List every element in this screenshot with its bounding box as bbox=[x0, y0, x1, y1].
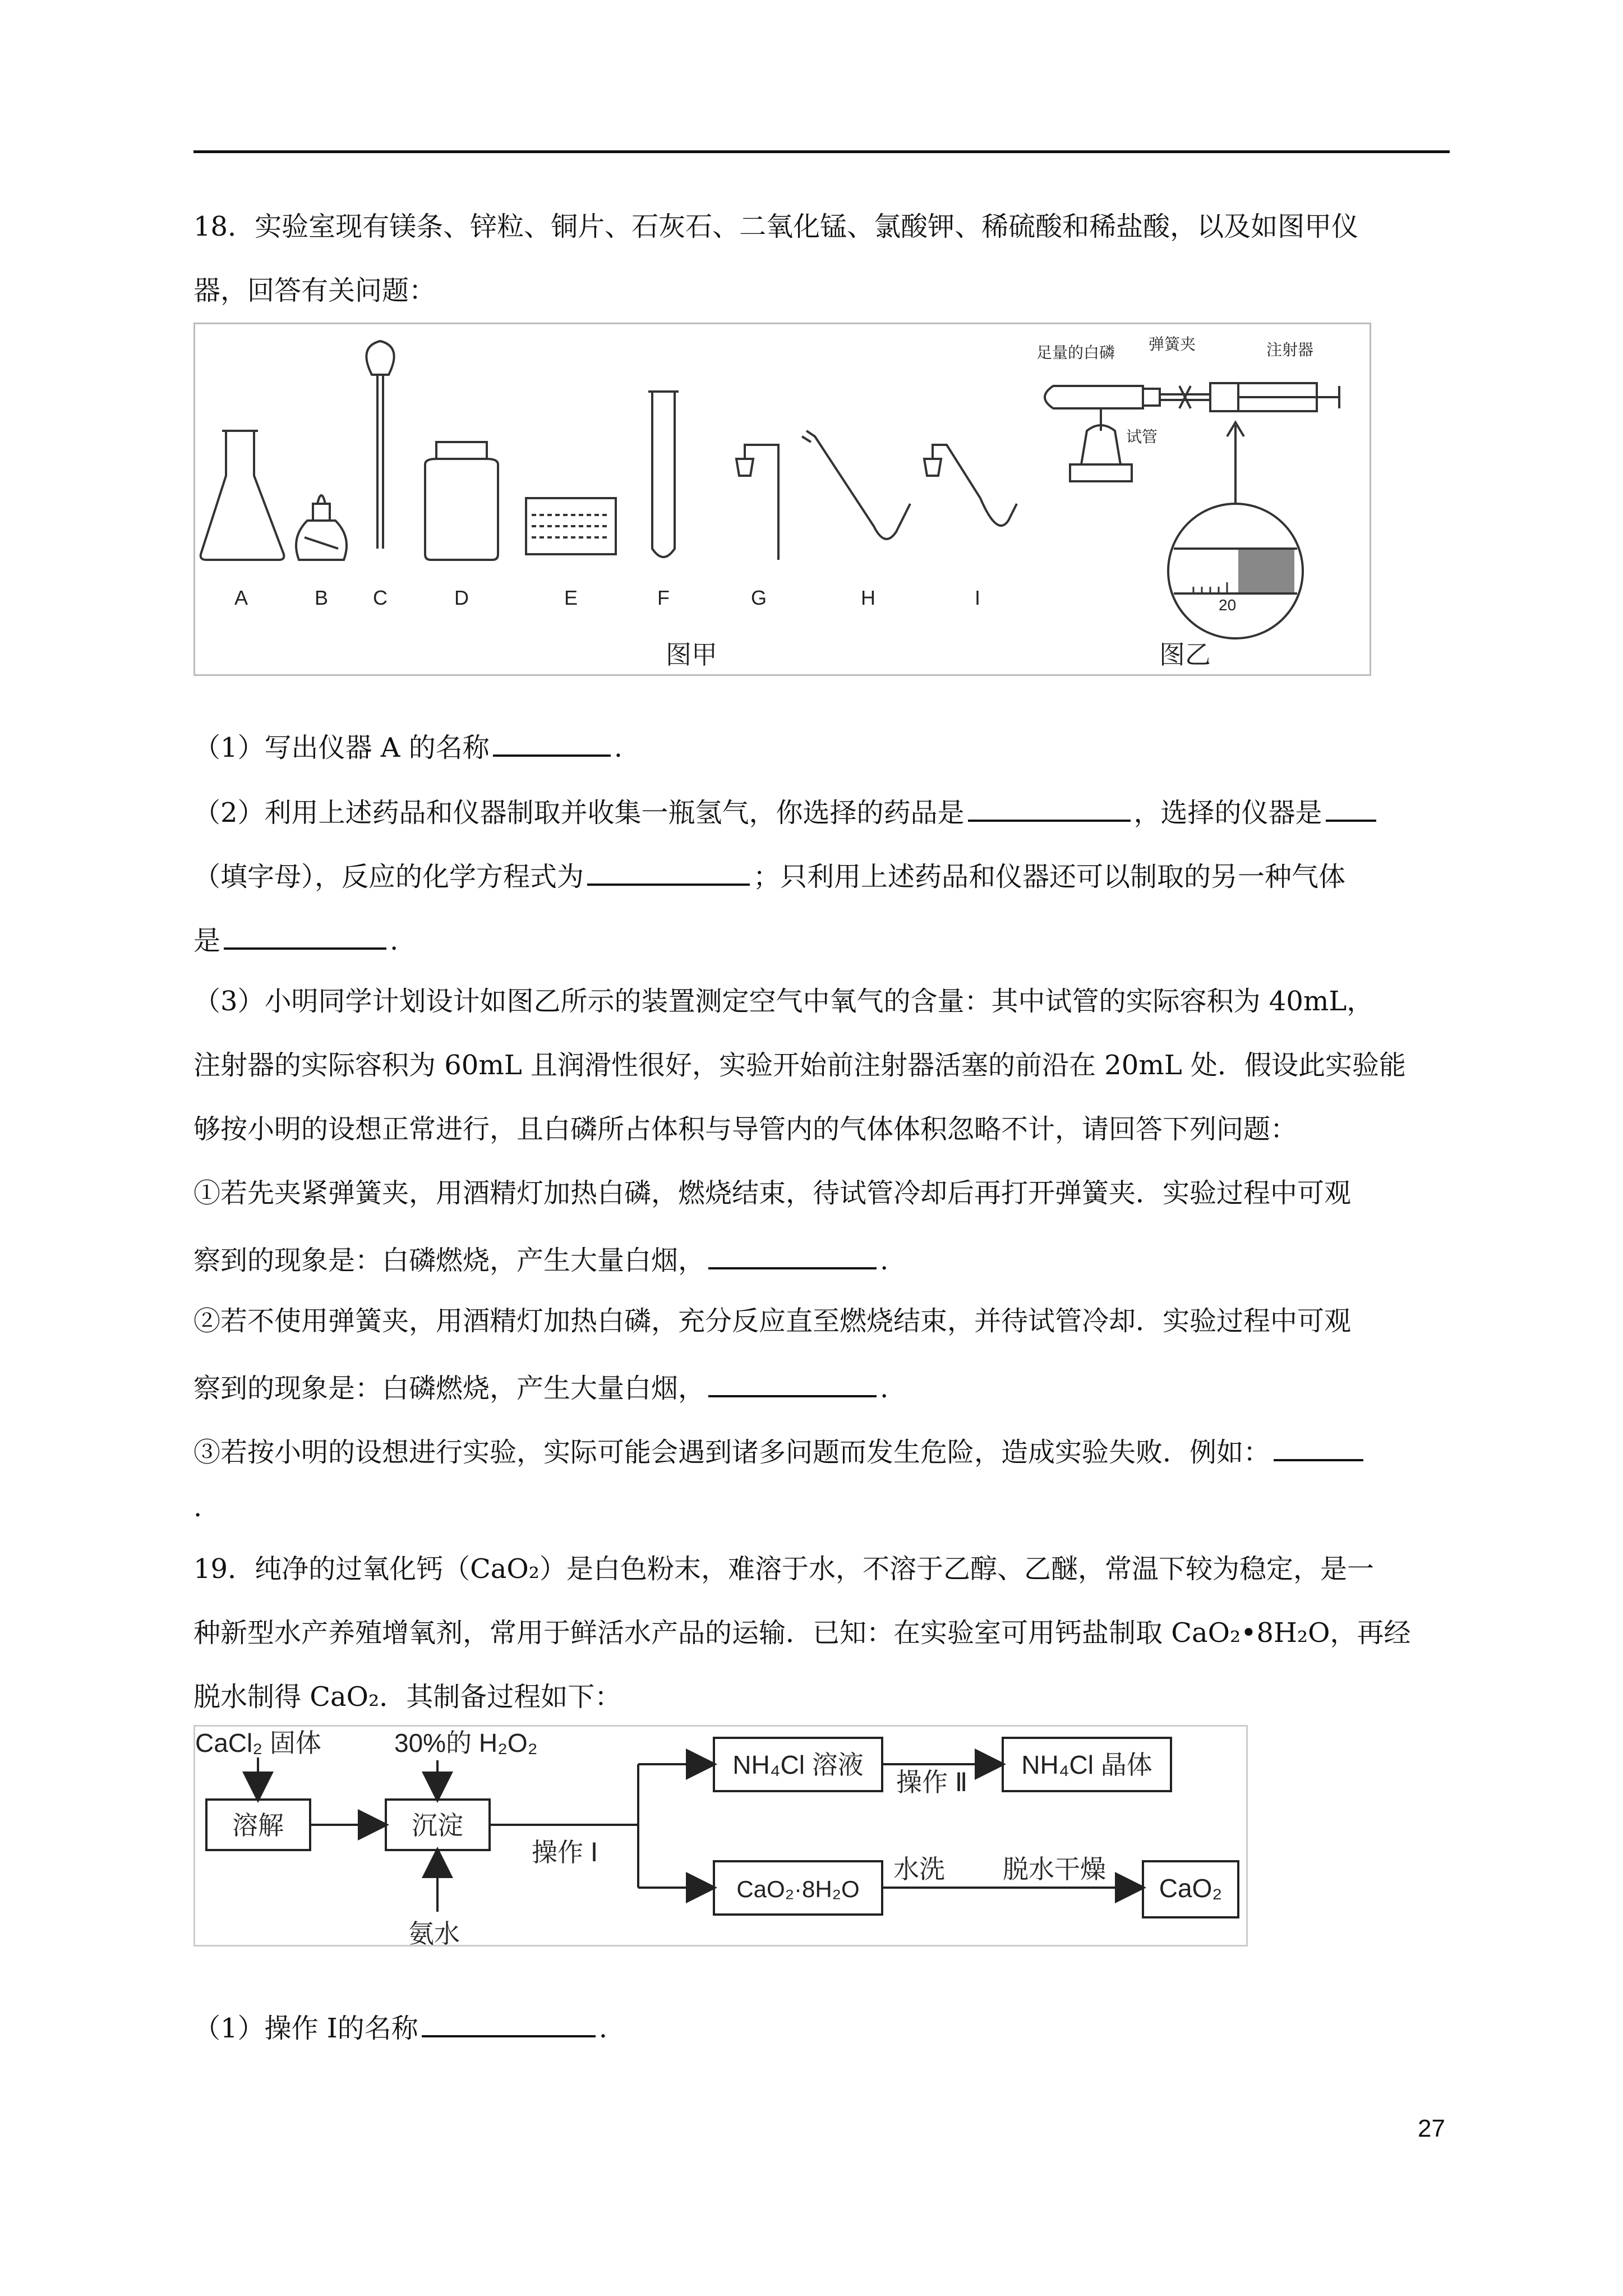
label-G: G bbox=[750, 586, 767, 609]
q19-line1: 19．纯净的过氧化钙（CaO₂）是白色粉末，难溶于水，不溶于乙醇、乙醚，常温下较为稳定，是一 bbox=[193, 1553, 1375, 1585]
q18-part1: （1）写出仪器 A 的名称 . bbox=[193, 726, 1450, 766]
answer-blank[interactable] bbox=[493, 726, 611, 757]
input-cacl2: CaCl₂ 固体 bbox=[195, 1728, 321, 1757]
label-B: B bbox=[314, 586, 329, 609]
apparatus-svg bbox=[195, 324, 1373, 678]
box-nh4cl-solution-label: NH₄Cl 溶液 bbox=[732, 1750, 864, 1779]
answer-blank[interactable] bbox=[708, 1367, 877, 1397]
water-trough-icon bbox=[526, 498, 616, 554]
label-I: I bbox=[974, 586, 981, 609]
conical-flask-icon bbox=[201, 431, 284, 560]
q18-stem-line2: 器，回答有关问题： bbox=[193, 275, 436, 306]
syringe-plunger-detail bbox=[1238, 550, 1294, 592]
answer-blank[interactable] bbox=[1326, 792, 1376, 822]
q18-case1-line2: 察到的现象是：白磷燃烧，产生大量白烟， . bbox=[193, 1239, 1450, 1278]
step-dry-label: 脱水干燥 bbox=[1003, 1855, 1106, 1884]
q18-part3-line3: 够按小明的设想正常进行，且白磷所占体积与导管内的气体体积忽略不计，请回答下列问题： bbox=[193, 1114, 1298, 1145]
header-rule bbox=[193, 150, 1450, 153]
label-scale-20: 20 bbox=[1219, 596, 1237, 614]
op1-label: 操作 Ⅰ bbox=[532, 1838, 598, 1867]
q18-part2-line1: （2）利用上述药品和仪器制取并收集一瓶氢气，你选择的药品是 ，选择的仪器是 bbox=[193, 792, 1450, 831]
box-cao2-8h2o-label: CaO₂·8H₂O bbox=[736, 1876, 860, 1902]
box-cao2-label: CaO₂ bbox=[1159, 1874, 1223, 1903]
box-dissolve-label: 溶解 bbox=[232, 1811, 284, 1840]
q18-part2-line2: （填字母），反应的化学方程式为 ；只利用上述药品和仪器还可以制取的另一种气体 bbox=[193, 855, 1450, 895]
op2-label: 操作 Ⅱ bbox=[896, 1768, 968, 1797]
label-C: C bbox=[373, 586, 388, 609]
label-A: A bbox=[234, 586, 248, 609]
oxygen-measure-apparatus bbox=[1045, 383, 1339, 638]
caption-jia: 图甲 bbox=[666, 640, 717, 669]
q18-case3-line1: ③若按小明的设想进行实验，实际可能会遇到诸多问题而发生危险，造成实验失败．例如： bbox=[193, 1431, 1450, 1470]
q18-case3-line2: . bbox=[193, 1492, 202, 1523]
long-neck-funnel-icon bbox=[366, 341, 394, 549]
label-spring-clip: 弹簧夹 bbox=[1149, 335, 1196, 353]
q18-apparatus-figure bbox=[193, 323, 1371, 676]
label-test-tube: 试管 bbox=[1126, 428, 1158, 445]
answer-blank[interactable] bbox=[968, 792, 1131, 822]
input-h2o2: 30%的 H₂O₂ bbox=[394, 1728, 538, 1757]
gas-bottle-icon bbox=[425, 442, 498, 560]
q18-case2-line2: 察到的现象是：白磷燃烧，产生大量白烟， . bbox=[193, 1367, 1450, 1406]
answer-blank[interactable] bbox=[422, 2007, 596, 2037]
label-syringe: 注射器 bbox=[1266, 341, 1314, 358]
bent-tube-icon bbox=[802, 431, 910, 539]
q19-line2: 种新型水产养殖增氧剂，常用于鲜活水产品的运输．已知：在实验室可用钙盐制取 CaO₂•8H₂O，再经 bbox=[193, 1617, 1411, 1649]
box-precipitate-label: 沉淀 bbox=[412, 1811, 463, 1840]
stopper-straight-tube-icon bbox=[736, 445, 778, 560]
label-H: H bbox=[861, 586, 875, 609]
q19-line3: 脱水制得 CaO₂．其制备过程如下： bbox=[193, 1681, 622, 1713]
syringe-scale bbox=[1193, 582, 1227, 593]
alcohol-lamp-icon bbox=[296, 495, 347, 560]
q18-case1-line1: ①若先夹紧弹簧夹，用酒精灯加热白磷，燃烧结束，待试管冷却后再打开弹簧夹．实验过程中可观 bbox=[193, 1177, 1352, 1209]
answer-blank[interactable] bbox=[224, 919, 386, 950]
q18-part3-line2: 注射器的实际容积为 60mL 且润滑性很好，实验开始前注射器活塞的前沿在 20mL 处．假设此实验能 bbox=[193, 1050, 1406, 1081]
answer-blank[interactable] bbox=[1274, 1431, 1363, 1461]
caption-yi: 图乙 bbox=[1159, 640, 1211, 669]
q18-case2-line1: ②若不使用弹簧夹，用酒精灯加热白磷，充分反应直至燃烧结束，并待试管冷却．实验过程中可观 bbox=[193, 1305, 1352, 1337]
answer-blank[interactable] bbox=[587, 855, 750, 886]
box-nh4cl-crystal-label: NH₄Cl 晶体 bbox=[1021, 1750, 1152, 1779]
flow-svg bbox=[195, 1727, 1249, 1948]
label-white-phosphorus: 足量的白磷 bbox=[1036, 344, 1115, 361]
label-E: E bbox=[564, 586, 578, 609]
step-wash-label: 水洗 bbox=[893, 1855, 945, 1884]
label-D: D bbox=[454, 586, 469, 609]
q19-flow-diagram bbox=[193, 1725, 1248, 1947]
q18-stem-line1: 18．实验室现有镁条、锌粒、铜片、石灰石、二氧化锰、氯酸钾、稀硫酸和稀盐酸，以及如图甲仪 bbox=[193, 211, 1359, 242]
page-number: 27 bbox=[1418, 2115, 1445, 2142]
q18-part2-line3: 是 . bbox=[193, 919, 1450, 959]
test-tube-icon bbox=[648, 392, 679, 557]
q18-part3-line1: （3）小明同学计划设计如图乙所示的装置测定空气中氧气的含量：其中试管的实际容积为 40mL， bbox=[193, 986, 1374, 1017]
q19-part1: （1）操作 Ⅰ的名称 . bbox=[193, 2007, 1450, 2046]
answer-blank[interactable] bbox=[708, 1239, 877, 1269]
label-F: F bbox=[657, 586, 670, 609]
stopper-bent-tube-icon bbox=[924, 445, 1017, 526]
input-ammonia: 氨水 bbox=[408, 1919, 460, 1948]
